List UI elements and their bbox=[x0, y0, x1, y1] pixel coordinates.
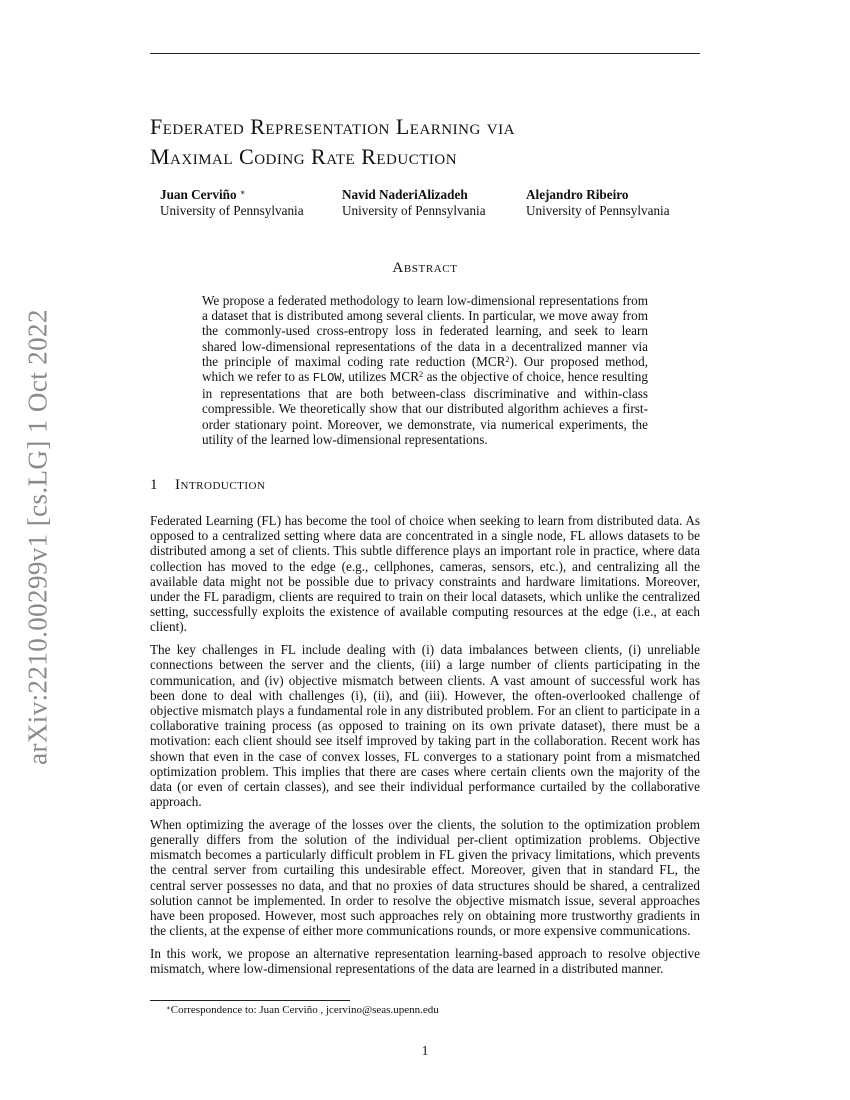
author-name: Navid NaderiAlizadeh bbox=[342, 187, 468, 202]
author-2 bbox=[342, 187, 486, 219]
introduction-body bbox=[150, 513, 700, 984]
section-number: 1 bbox=[150, 477, 158, 493]
method-name: FLOW bbox=[312, 371, 342, 386]
paragraph: When optimizing the average of the losses over the clients, the solution to the optimization problem generally differs from the solution of the individual per-client optimization problems. Objective mismatch becomes a particularly difficult problem in FL given the privacy limitations, which prevents the central server from curtailing this undesirable effect. Moreover, given that in standard FL, the central server possesses no data, and that no proxies of data structures should be shared, a centralized solution cannot be implemented. In order to resolve the objective mismatch issue, several approaches have been proposed. However, most such approaches rely on obtaining more trustworthy gradients in the clients, at the expense of either more communications rounds, or more expensive communications. bbox=[150, 816, 700, 939]
page-number: 1 bbox=[421, 1043, 429, 1058]
abstract-part-2: ). Our proposed method, which we refer to as bbox=[202, 353, 648, 385]
paragraph: The key challenges in FL include dealing with (i) data imbalances between clients, (i) unreliable connections between the server and the clients, (iii) a large number of clients participating in the communication, and (iv) objective mismatch between clients. A vast amount of successful work has been done to deal with challenges (i), (ii), and (iii). However, the often-overlooked challenge of objective mismatch plays a fundamental role in any distributed problem. For an client to participate in a collaborative training process (as opposed to training on its own private dataset), there must be a motivation: each client should see itself improved by taking part in the collaboration. Recent work has shown that even in the case of convex losses, FL converges to a stationary point from a mismatched optimization problem. This implies that there are cases where certain clients own the majority of the data (or even of certain classes), and see their individual performance curtailed by the collaborative approach. bbox=[150, 642, 700, 810]
abstract-text bbox=[202, 293, 648, 447]
abstract-heading: Abstract bbox=[392, 260, 458, 276]
paragraph: Federated Learning (FL) has become the tool of choice when seeking to learn from distributed data. As opposed to a centralized setting where data are concentrated in a single node, FL allows datasets to be distributed among a set of clients. This subtle difference plays an important role in practice, where data collection has moved to the edge (e.g., cellphones, cameras, sensors, etc.), and centralizing all the available data might not be possible due to privacy constraints and hardware limitations. Moreover, under the FL paradigm, clients are required to train on their local datasets, which unlike the centralized setting, successfully exploits the existence of available computing resources at the edge (i.e., at each client). bbox=[150, 513, 700, 635]
section-heading bbox=[150, 477, 265, 494]
abstract-part-4: as the objective of choice, hence resulting in representations that are both between-class discriminative and within-class compressible. We theoretically show that our distributed algorithm achieves a first-order stationary point. Moreover, we demonstrate, via numerical experiments, the utility of the learned low-dimensional representations. bbox=[202, 369, 648, 447]
author-name: Juan Cerviño bbox=[160, 187, 237, 202]
abstract-part-3: , utilizes MCR bbox=[341, 369, 419, 385]
section-title: Introduction bbox=[175, 477, 266, 493]
author-1 bbox=[160, 187, 304, 219]
superscript: 2 bbox=[505, 353, 510, 364]
paper-title bbox=[150, 112, 710, 172]
abstract-part-1: We propose a federated methodology to learn low-dimensional representations from a dataset that is distributed among several clients. In particular, we move away from the commonly-used cross-entropy loss in federated learning, and seek to learn shared low-dimensional representations of the data in a decentralized manner via the principle of maximal coding rate reduction (MCR bbox=[202, 293, 648, 369]
author-name: Alejandro Ribeiro bbox=[526, 187, 629, 202]
author-3 bbox=[526, 187, 670, 219]
author-affiliation: University of Pennsylvania bbox=[342, 203, 486, 218]
superscript: 2 bbox=[418, 369, 424, 380]
paragraph: In this work, we propose an alternative representation learning-based approach to resolve objective mismatch, where low-dimensional representations of the data are learned in a distributed manner. bbox=[150, 945, 700, 977]
footnote bbox=[166, 1004, 439, 1017]
author-footnote-mark: ∗ bbox=[239, 187, 246, 197]
footnote-mark: ∗ bbox=[166, 1004, 171, 1012]
author-affiliation: University of Pennsylvania bbox=[526, 203, 670, 218]
arxiv-identifier: arXiv:2210.00299v1 [cs.LG] 1 Oct 2022 bbox=[22, 309, 53, 765]
arxiv-sidebar bbox=[8, 300, 68, 775]
author-affiliation: University of Pennsylvania bbox=[160, 203, 304, 218]
top-rule bbox=[150, 53, 700, 54]
title-line-1: Federated Representation Learning via bbox=[150, 114, 515, 139]
footnote-rule bbox=[150, 1000, 350, 1001]
title-line-2: Maximal Coding Rate Reduction bbox=[150, 144, 458, 169]
footnote-text: Correspondence to: Juan Cerviño , jcervino@seas.upenn.edu bbox=[170, 1004, 439, 1016]
